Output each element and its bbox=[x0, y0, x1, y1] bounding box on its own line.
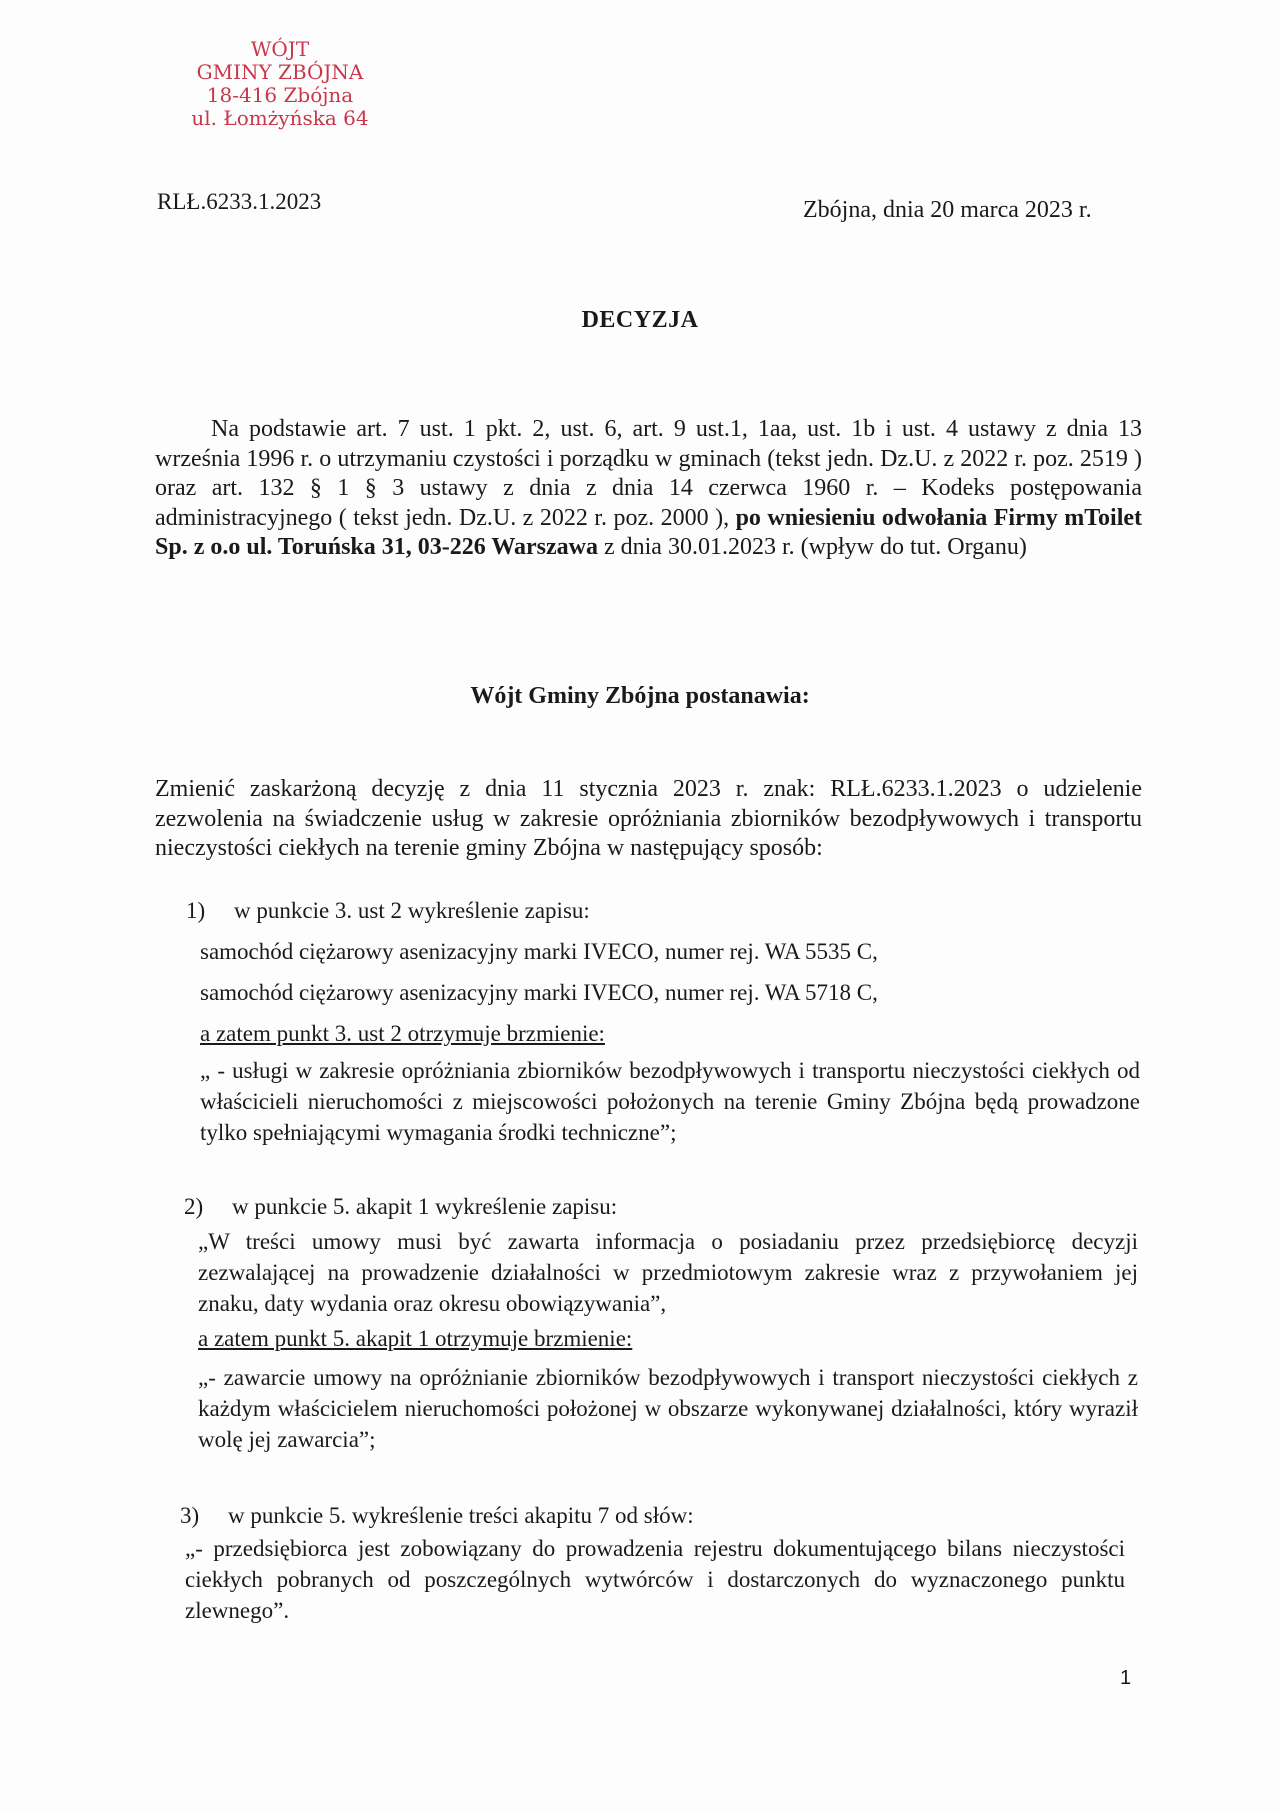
new-wording-text: „- zawarcie umowy na opróżnianie zbiorników bezodpływowych i transport nieczystości ciekłych z każdym właścicielem nieruchomości położonej w obszarze wykonywanej działalności, który wyraził wolę jej zawarcia”; bbox=[198, 1365, 1138, 1452]
struck-entry: samochód ciężarowy asenizacyjny marki IVECO, numer rej. WA 5718 C, bbox=[200, 980, 878, 1005]
new-wording-label: a zatem punkt 3. ust 2 otrzymuje brzmienie: bbox=[200, 1021, 605, 1046]
change-intro-paragraph: Zmienić zaskarżoną decyzję z dnia 11 stycznia 2023 r. znak: RLŁ.6233.1.2023 o udzielenie zezwolenia na świadczenie usług w zakresie opróżniania zbiorników bezodpływowych i transportu nieczystości ciekłych na terenie gminy Zbójna w następujący sposób: bbox=[155, 776, 1142, 861]
new-wording-label: a zatem punkt 5. akapit 1 otrzymuje brzmienie: bbox=[198, 1326, 633, 1351]
decision-heading: Wójt Gminy Zbójna postanawia: bbox=[470, 683, 810, 709]
place-and-date: Zbójna, dnia 20 marca 2023 r. bbox=[803, 197, 1092, 223]
page-number: 1 bbox=[1120, 1667, 1132, 1689]
item-number: 3) bbox=[180, 1503, 200, 1528]
struck-entry: „W treści umowy musi być zawarta informacja o posiadaniu przez przedsiębiorcę decyzji zezwalającej na prowadzenie działalności w przedmiotowym zakresie wraz z przywołaniem jej znaku, daty wydania oraz okresu obowiązywania”, bbox=[198, 1229, 1138, 1316]
appeal-reference: po wniesieniu odwołania Firmy mToilet Sp. z o.o ul. Toruńska 31, 03-226 Warszawa bbox=[155, 504, 1143, 560]
item-heading: w punkcie 3. ust 2 wykreślenie zapisu: bbox=[234, 898, 590, 923]
item-number: 1) bbox=[186, 898, 206, 923]
office-stamp bbox=[180, 38, 380, 130]
struck-entry: „- przedsiębiorca jest zobowiązany do prowadzenia rejestru dokumentującego bilans nieczystości ciekłych pobranych od poszczególnych wytwórców i dostarczonych do wyznaczonego punktu zlewnego”. bbox=[185, 1536, 1125, 1623]
new-wording-text: „ - usługi w zakresie opróżniania zbiorników bezodpływowych i transportu nieczystości ciekłych od właścicieli nieruchomości z miejscowości położonych na terenie Gminy Zbójna będą prowadzone tylko spełniającymi wymagania środki techniczne”; bbox=[200, 1058, 1140, 1145]
struck-entry: samochód ciężarowy asenizacyjny marki IVECO, numer rej. WA 5535 C, bbox=[200, 939, 878, 964]
item-heading: w punkcie 5. wykreślenie treści akapitu 7 od słów: bbox=[228, 1503, 694, 1528]
legal-basis-paragraph bbox=[155, 415, 1142, 563]
stamp-line-postcode: 18-416 Zbójna bbox=[206, 83, 354, 107]
appeal-date-text: z dnia 30.01.2023 r. (wpływ do tut. Organu) bbox=[603, 534, 1027, 560]
item-heading: w punkcie 5. akapit 1 wykreślenie zapisu: bbox=[232, 1194, 618, 1219]
document-title: DECYZJA bbox=[581, 307, 699, 333]
stamp-line-municipality: GMINY ZBÓJNA bbox=[196, 60, 364, 84]
reference-number: RLŁ.6233.1.2023 bbox=[157, 189, 322, 214]
stamp-line-office: WÓJT bbox=[250, 37, 310, 61]
legal-basis-text: Na podstawie art. 7 ust. 1 pkt. 2, ust. 6, art. 9 ust.1, 1aa, ust. 1b i ust. 4 ustawy z dnia 13 września 1996 r. o utrzymaniu czystości i porządku w gminach (tekst jedn. Dz.U. z 2022 r. poz. 2519 ) oraz art. 132 § 1 § 3 ustawy z dnia z dnia 14 czerwca 1960 r. – Kodeks postępowania administracyjnego ( tekst jedn. Dz.U. z 2022 r. poz. 2000 ), bbox=[155, 416, 1142, 531]
stamp-line-street: ul. Łomżyńska 64 bbox=[191, 106, 369, 130]
item-number: 2) bbox=[184, 1194, 204, 1219]
